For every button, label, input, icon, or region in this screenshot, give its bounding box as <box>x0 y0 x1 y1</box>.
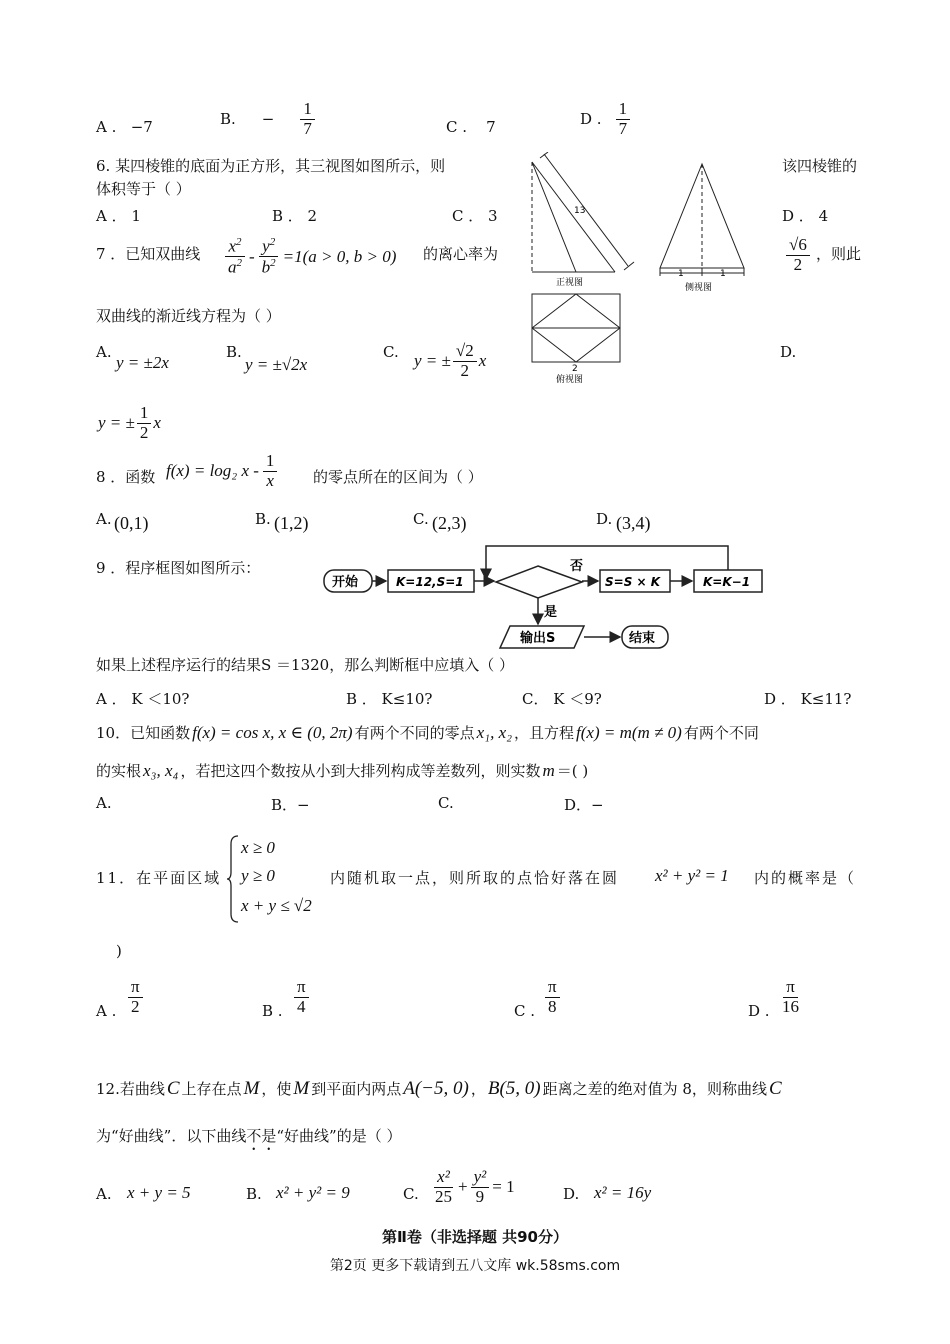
q8-option-d-label: D. <box>596 510 613 528</box>
q11-constraint-3: x + y ≤ √2 <box>241 896 312 915</box>
q12-option-c: $\frac{\text{x²}}{25}$ + $\frac{\text{y²}}{9}$ = 1 <box>435 1167 515 1206</box>
q8-function: f(x) = log₂ x - $\frac{1}{x}$ <box>166 452 277 490</box>
q12-option-d-label: D. <box>563 1185 580 1203</box>
q11-option-c-label: C . <box>514 1002 536 1020</box>
flow-no: 否 <box>570 559 584 574</box>
flow-end: 结束 <box>629 631 656 646</box>
q12-option-b-label: B. <box>246 1185 262 1203</box>
q10-option-b: B．− <box>271 796 310 814</box>
q10-option-c: C. <box>438 794 454 812</box>
three-view-figure <box>520 152 760 388</box>
q11-option-d: $\frac{\pi}{16}$ <box>782 977 799 1016</box>
q11-option-b: $\frac{\pi}{4}$ <box>294 978 309 1016</box>
q6-option-b: B ． 2 <box>272 207 318 225</box>
q8-option-b: (1,2) <box>274 513 309 533</box>
q7-mid: 的离心率为 <box>423 245 499 263</box>
q8-option-c-label: C. <box>413 510 429 528</box>
side-view-label: 侧视图 <box>685 283 713 293</box>
q11-option-a-label: A . <box>96 1002 117 1020</box>
q6-line2: 体积等于（ ） <box>96 180 191 198</box>
flow-start: 开始 <box>332 575 359 590</box>
q9-option-d: D ． K≤11? <box>764 690 852 708</box>
q9-option-a: A ． K ＜10? <box>96 690 190 708</box>
front-view-label: 正视图 <box>556 278 584 288</box>
q7-option-c-label: C. <box>383 343 399 361</box>
q7-option-b: y = ±√2x <box>245 355 308 374</box>
top-view <box>532 294 620 362</box>
q7-option-a-label: A. <box>96 343 112 361</box>
q11-option-d-label: D . <box>748 1002 770 1020</box>
q7-prefix: 7 ．已知双曲线 <box>96 245 201 263</box>
q12-option-a: x + y = 5 <box>127 1183 191 1202</box>
q7-option-d-label: D. <box>780 343 797 361</box>
q11-circle: x² + y² = 1 <box>655 866 729 885</box>
q7-eccentricity: $\frac{√6}{2}$ <box>786 236 810 274</box>
emphasis-not: 不是 <box>246 1127 277 1145</box>
q12-option-d: x² = 16y <box>594 1183 652 1202</box>
q11-option-c: $\frac{\pi}{8}$ <box>545 978 560 1016</box>
page-footer: 第2页 更多下载请到五八文库 wk.58sms.com <box>329 1258 621 1274</box>
q11-constraint-2: y ≥ 0 <box>241 866 275 885</box>
q5-option-c: C . 7 <box>446 118 496 136</box>
q8-suffix: 的零点所在的区间为（ ） <box>313 468 483 486</box>
q7-suffix: ，则此 <box>816 245 862 263</box>
q12-line1: 12.若曲线 C 上存在点 M ，使 M 到平面内两点 A(−5, 0) ， B(5, 0) 距离之差的绝对值为 8，则称曲线 C <box>96 1078 782 1099</box>
q9-line2: 如果上述程序运行的结果S ＝1320，那么判断框中应填入（ ） <box>96 656 514 674</box>
q7-option-a: y = ±2x <box>116 353 169 372</box>
q10-line2: 的实根 x₃, x₄ ，若把这四个数按从小到大排列构成等差数列，则实数 m ＝( ) <box>96 761 589 780</box>
q8-option-c: (2,3) <box>432 513 467 533</box>
flow-decrement: K=K−1 <box>703 575 751 589</box>
q9-option-c: C． K ＜9? <box>522 690 602 708</box>
top-view-label: 俯视图 <box>556 375 584 385</box>
q7-option-d: y = ± $\frac{1}{2}$ x <box>98 403 161 442</box>
q10-option-d: D．− <box>564 796 604 814</box>
q11-prefix: 11．在平面区域 <box>96 869 222 887</box>
q11-mid: 内随机取一点，则所取的点恰好落在圆 <box>330 869 620 887</box>
q7-option-c: y = ± $\frac{√2}{2}$ x <box>414 341 487 380</box>
q6-line1: 6. 某四棱锥的底面为正方形，其三视图如图所示，则 <box>96 157 446 175</box>
q12-line2: 为“好曲线”．以下曲线不是“好曲线”的是（ ） <box>96 1127 402 1145</box>
q6-option-a: A ． 1 <box>96 207 141 225</box>
q8-prefix: 8 ．函数 <box>96 468 156 486</box>
dim-1b: 1 <box>720 269 726 279</box>
q7-option-b-label: B. <box>226 343 242 361</box>
section-title: 第Ⅱ卷（非选择题 共90分） <box>382 1228 568 1246</box>
q10-option-a: A. <box>96 794 112 812</box>
q12-option-a-label: A. <box>96 1185 112 1203</box>
q5-option-a: A . −7 <box>96 118 153 136</box>
q7-line2: 双曲线的渐近线方程为（ ） <box>96 307 281 325</box>
flow-assign: S=S × K <box>605 575 661 589</box>
q5-option-b: B. − $\frac{1}{7}$ <box>220 100 315 138</box>
q11-option-b-label: B . <box>262 1002 283 1020</box>
q11-option-a: $\frac{\pi}{2}$ <box>128 978 143 1016</box>
q7-equation: $\frac{x^2}{a^2}$ - $\frac{y^2}{b^2}$ =1(a > 0, b > 0) <box>225 236 396 278</box>
q6-line1-right: 该四棱锥的 <box>782 157 858 175</box>
flow-init: K=12,S=1 <box>396 575 464 589</box>
dim-2: 2 <box>572 364 578 374</box>
q8-option-a: (0,1) <box>114 513 149 533</box>
side-view <box>660 164 744 276</box>
q8-option-b-label: B. <box>255 510 271 528</box>
q11-constraint-1: x ≥ 0 <box>241 838 275 857</box>
q9-prefix: 9 ．程序框图如图所示： <box>96 559 261 577</box>
flowchart <box>320 540 770 658</box>
q10-line1: 10．已知函数 f(x) = cos x, x ∈ (0, 2π) 有两个不同的零点 x₁, x₂ ，且方程 f(x) = m(m ≠ 0) 有两个不同 <box>96 723 759 742</box>
q9-option-b: B ． K≤10? <box>346 690 433 708</box>
dim-13: 13 <box>574 206 586 216</box>
flow-output: 输出S <box>520 631 556 646</box>
q11-close: ) <box>116 942 122 960</box>
q6-option-d: D ． 4 <box>782 207 829 225</box>
dim-1a: 1 <box>678 269 684 279</box>
q8-option-a-label: A. <box>96 510 112 528</box>
q11-suffix: 内的概率是（ <box>754 869 857 887</box>
q6-option-c: C ． 3 <box>452 207 498 225</box>
brace-icon <box>226 834 240 924</box>
q5-option-d: D . $\frac{1}{7}$ <box>580 100 630 138</box>
q8-option-d: (3,4) <box>616 513 651 533</box>
flow-yes: 是 <box>544 605 558 620</box>
q12-option-b: x² + y² = 9 <box>276 1183 350 1202</box>
q12-option-c-label: C. <box>403 1185 419 1203</box>
